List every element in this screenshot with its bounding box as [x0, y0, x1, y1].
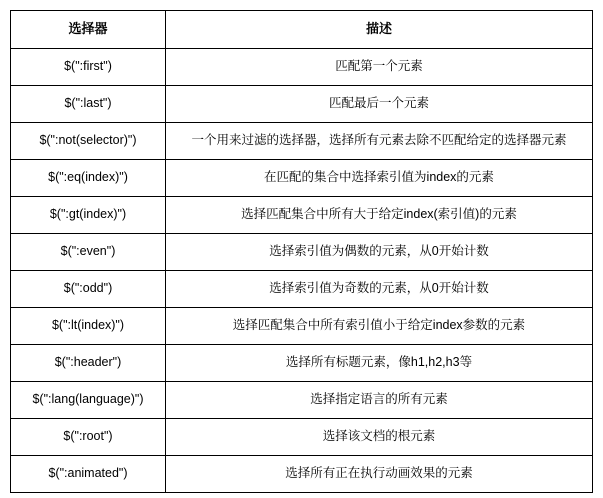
description-cell: 选择该文档的根元素	[166, 419, 593, 456]
description-cell: 在匹配的集合中选择索引值为index的元素	[166, 160, 593, 197]
selector-cell: $(":root")	[11, 419, 166, 456]
description-cell: 选择所有标题元素，像h1,h2,h3等	[166, 345, 593, 382]
table-row	[11, 308, 593, 345]
description-cell: 选择指定语言的所有元素	[166, 382, 593, 419]
table-row	[11, 382, 593, 419]
table-row	[11, 197, 593, 234]
selector-cell: $(":eq(index)")	[11, 160, 166, 197]
selector-cell: $(":not(selector)")	[11, 123, 166, 160]
description-cell: 选择所有正在执行动画效果的元素	[166, 456, 593, 493]
table-row	[11, 49, 593, 86]
description-cell: 选择索引值为奇数的元素，从0开始计数	[166, 271, 593, 308]
description-cell: 选择匹配集合中所有大于给定index(索引值)的元素	[166, 197, 593, 234]
selector-cell: $(":animated")	[11, 456, 166, 493]
table-header	[11, 11, 593, 49]
jquery-selector-table	[10, 10, 593, 493]
table-row	[11, 86, 593, 123]
table-header-row	[11, 11, 593, 49]
selector-cell: $(":first")	[11, 49, 166, 86]
table-row	[11, 271, 593, 308]
table-row	[11, 234, 593, 271]
description-cell: 匹配最后一个元素	[166, 86, 593, 123]
table-body	[11, 49, 593, 493]
selector-cell: $(":odd")	[11, 271, 166, 308]
selector-cell: $(":lang(language)")	[11, 382, 166, 419]
description-cell: 选择匹配集合中所有索引值小于给定index参数的元素	[166, 308, 593, 345]
selector-cell: $(":last")	[11, 86, 166, 123]
description-cell: 匹配第一个元素	[166, 49, 593, 86]
selector-cell: $(":header")	[11, 345, 166, 382]
description-cell: 一个用来过滤的选择器，选择所有元素去除不匹配给定的选择器元素	[166, 123, 593, 160]
column-header-description: 描述	[166, 11, 593, 49]
description-cell: 选择索引值为偶数的元素，从0开始计数	[166, 234, 593, 271]
table-row	[11, 123, 593, 160]
selector-cell: $(":lt(index)")	[11, 308, 166, 345]
column-header-selector: 选择器	[11, 11, 166, 49]
selector-cell: $(":even")	[11, 234, 166, 271]
table-row	[11, 456, 593, 493]
table-row	[11, 160, 593, 197]
selector-cell: $(":gt(index)")	[11, 197, 166, 234]
table-row	[11, 419, 593, 456]
table-row	[11, 345, 593, 382]
